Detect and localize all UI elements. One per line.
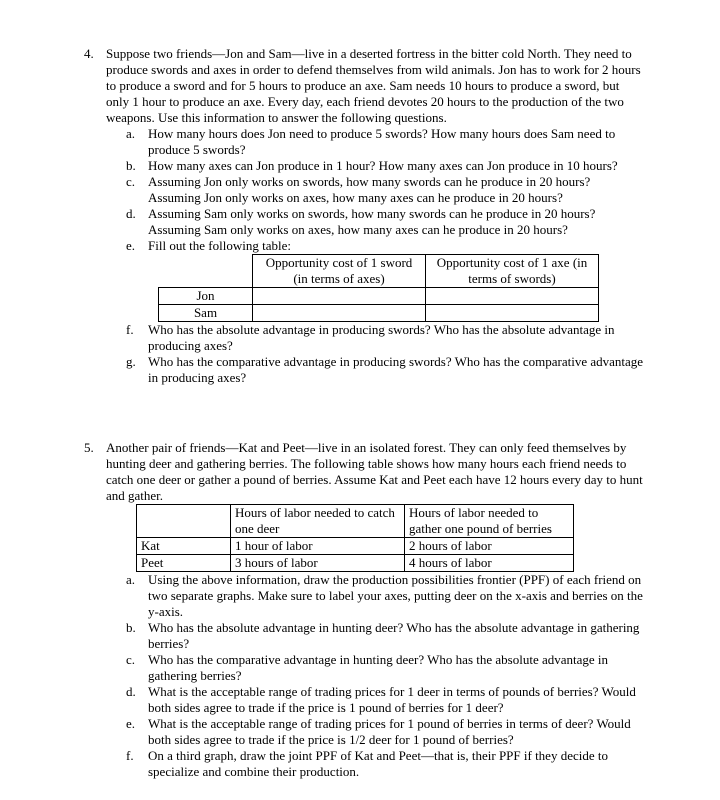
item-label: a. [126,572,136,587]
question-text: Suppose two friends—Jon and Sam—live in a deserted fortress in the bitter cold North. They need to produce swords and axes in order to defend themselves from wild animals. Jon has to work for 2 hours to produce a sword and for 5 hours to produce an axe. Sam needs 10 hours to produce a sword, but only 1 hour to produce an axe. Every day, each friend devotes 20 hours to the production of the two weapons. Use this information to answer the following questions. [106,46,641,125]
item-label: e. [126,716,136,731]
table-header-cell: Hours of labor needed to gather one pound of berries [405,505,574,538]
item-text: Assuming Jon only works on swords, how many swords can he produce in 20 hours? Assuming Jon only works on axes, how many axes can he produce in 20 hours? [148,174,591,205]
item-label: d. [126,684,136,699]
item-label: c. [126,652,136,667]
table-cell[interactable] [253,305,426,322]
question-text: Another pair of friends—Kat and Peet—live in an isolated forest. They can only feed themselves by hunting deer and gathering berries. The following table shows how many hours each friend needs to catch one deer or gather a pound of berries. Assume Kat and Peet each have 12 hours every day to hunt and gather. [106,440,643,503]
item-text: On a third graph, draw the joint PPF of Kat and Peet—that is, their PPF if they decide to specialize and combine their production. [148,748,608,779]
question-5-items [84,572,644,780]
question-5 [84,440,644,780]
table-row-label: Sam [159,305,253,322]
item-text: Who has the absolute advantage in producing swords? Who has the absolute advantage in producing axes? [148,322,615,353]
question-number: 5. [84,440,94,455]
item-text: Fill out the following table: [148,238,291,253]
table-header-cell: Opportunity cost of 1 sword (in terms of axes) [253,255,426,288]
table-cell[interactable] [426,305,599,322]
table-row [159,288,599,305]
item-label: c. [126,174,136,189]
table-row [137,555,574,572]
list-item [84,748,644,780]
list-item [84,572,644,620]
list-item [84,354,644,386]
table-cell[interactable] [426,288,599,305]
list-item [84,322,644,354]
list-item [84,158,644,174]
table-corner-cell [159,255,253,288]
item-label: e. [126,238,136,253]
table-corner-cell [137,505,231,538]
question-4 [84,46,644,386]
item-label: b. [126,158,136,173]
table-row [137,538,574,555]
labor-hours-table [136,504,574,572]
table-header-row [159,255,599,288]
table-header-row [137,505,574,538]
item-label: d. [126,206,136,221]
table-cell: 3 hours of labor [231,555,405,572]
list-item [84,652,644,684]
question-4-stem [84,46,644,126]
item-label: f. [126,322,134,337]
table-row-label: Peet [137,555,231,572]
item-label: g. [126,354,136,369]
item-text: Assuming Sam only works on swords, how many swords can he produce in 20 hours? Assuming Sam only works on axes, how many axes can he produce in 20 hours? [148,206,596,237]
question-4-items [84,126,644,254]
item-label: f. [126,748,134,763]
item-label: a. [126,126,136,141]
table-row-label: Jon [159,288,253,305]
list-item [84,126,644,158]
table-cell: 2 hours of labor [405,538,574,555]
list-item [84,684,644,716]
item-text: What is the acceptable range of trading prices for 1 pound of berries in terms of deer? Would both sides agree to trade if the price is 1/2 deer for 1 pound of berries? [148,716,631,747]
item-label: b. [126,620,136,635]
table-row-label: Kat [137,538,231,555]
table-cell[interactable] [253,288,426,305]
item-text: How many hours does Jon need to produce 5 swords? How many hours does Sam need to produce 5 swords? [148,126,616,157]
table-header-cell: Hours of labor needed to catch one deer [231,505,405,538]
opportunity-cost-table [158,254,599,322]
list-item [84,174,644,206]
list-item [84,238,644,254]
question-5-stem [84,440,644,504]
list-item [84,620,644,652]
item-text: How many axes can Jon produce in 1 hour? How many axes can Jon produce in 10 hours? [148,158,618,173]
list-item [84,716,644,748]
item-text: What is the acceptable range of trading prices for 1 deer in terms of pounds of berries? Would both sides agree to trade if the price is 1 pound of berries for 1 deer? [148,684,636,715]
item-text: Who has the comparative advantage in hunting deer? Who has the absolute advantage in gathering berries? [148,652,609,683]
question-number: 4. [84,46,94,61]
table-row [159,305,599,322]
item-text: Using the above information, draw the production possibilities frontier (PPF) of each friend on two separate graphs. Make sure to label your axes, putting deer on the x-axis and berries on the y-axis. [148,572,643,619]
item-text: Who has the absolute advantage in hunting deer? Who has the absolute advantage in gathering berries? [148,620,640,651]
list-item [84,206,644,238]
question-4-items-continued [84,322,644,386]
table-header-cell: Opportunity cost of 1 axe (in terms of swords) [426,255,599,288]
table-cell: 1 hour of labor [231,538,405,555]
item-text: Who has the comparative advantage in producing swords? Who has the comparative advantage in producing axes? [148,354,644,385]
table-cell: 4 hours of labor [405,555,574,572]
